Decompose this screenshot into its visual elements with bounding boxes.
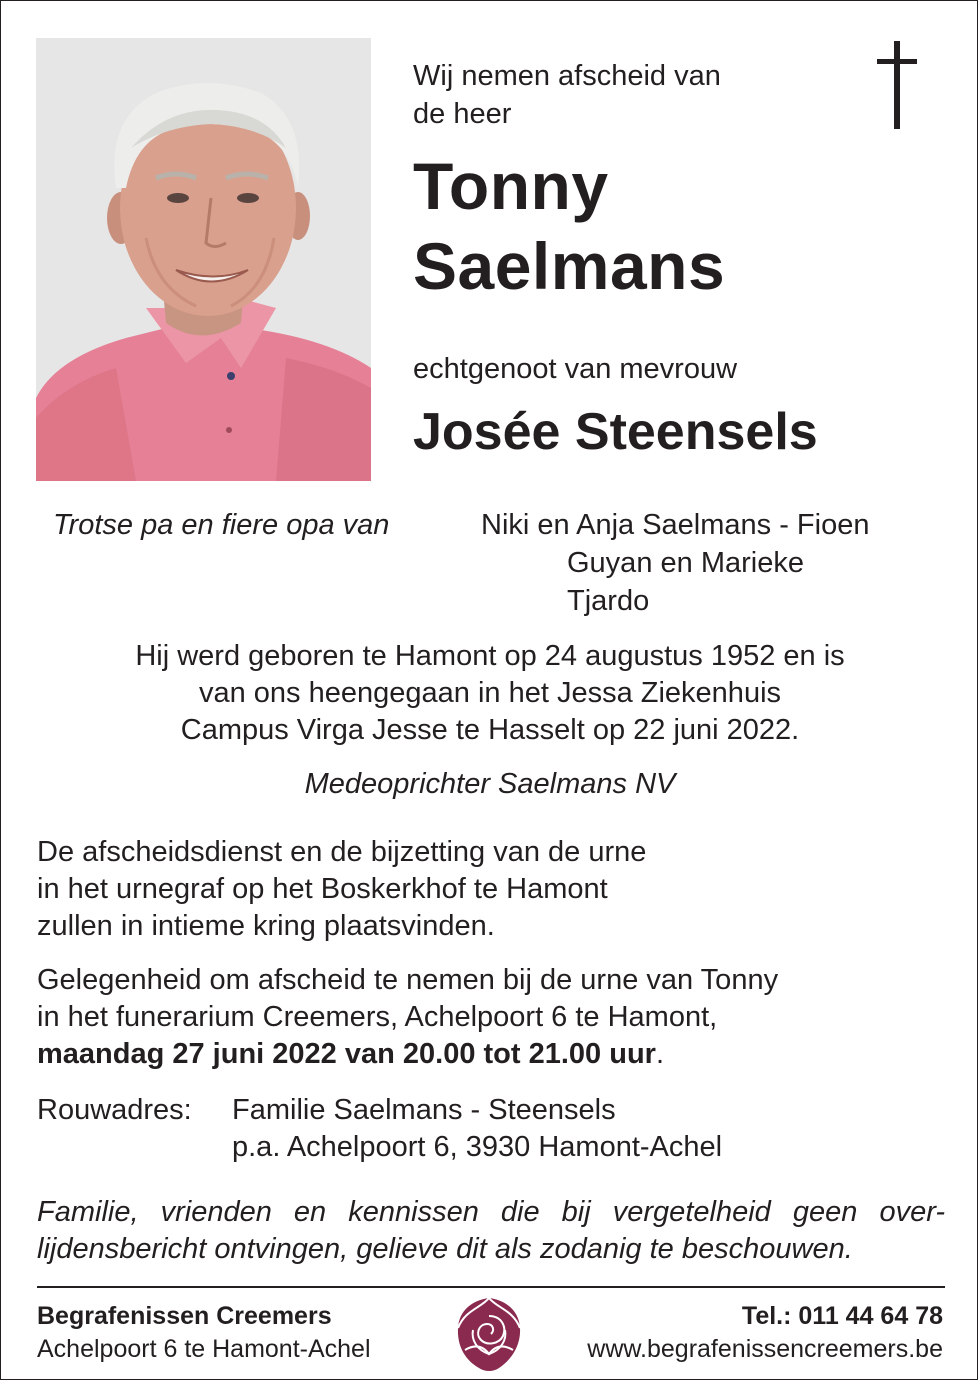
service-line-2: in het urnegraf op het Boskerkhof te Hamont (37, 873, 608, 905)
family-member: Guyan en Marieke (567, 547, 804, 579)
funeral-home-phone: Tel.: 011 44 64 78 (741, 1302, 943, 1330)
spouse-name: Josée Steensels (413, 403, 818, 461)
family-label: Trotse pa en fiere opa van (53, 509, 390, 541)
footer-divider (37, 1286, 945, 1288)
role-text: Medeoprichter Saelmans NV (304, 768, 676, 800)
birth-death-line-3: Campus Virga Jesse te Hasselt op 22 juni 2022. (180, 714, 800, 746)
notice-line-2: lijdensbericht ontvingen, gelieve dit als zodanig te beschouwen. (37, 1233, 853, 1265)
intro-line-2: de heer (413, 98, 512, 130)
farewell-date-bold: maandag 27 juni 2022 van 20.00 tot 21.00 uur (37, 1038, 656, 1070)
farewell-date-end: . (655, 1038, 665, 1070)
rose-logo-icon (453, 1294, 525, 1379)
funeral-home-website: www.begrafenissencreemers.be (587, 1335, 943, 1363)
intro-line-1: Wij nemen afscheid van (413, 60, 721, 92)
funeral-home-name: Begrafenissen Creemers (37, 1302, 332, 1330)
service-line-3: zullen in intieme kring plaatsvinden. (37, 910, 495, 942)
intro-text (413, 57, 721, 133)
birth-death-line-2: van ons heengegaan in het Jessa Ziekenhuis (198, 677, 782, 709)
portrait-illustration (36, 38, 371, 481)
address-line-1: Familie Saelmans - Steensels (232, 1094, 616, 1126)
cross-icon (874, 39, 920, 136)
family-member: Tjardo (567, 585, 650, 617)
address-label: Rouwadres: (37, 1094, 192, 1126)
farewell-line-1: Gelegenheid om afscheid te nemen bij de urne van Tonny (37, 964, 779, 996)
notice-line-1: Familie, vrienden en kennissen die bij vergetelheid geen over- (37, 1196, 945, 1228)
farewell-line-2: in het funerarium Creemers, Achelpoort 6 te Hamont, (37, 1001, 718, 1033)
deceased-first-name: Tonny (413, 149, 609, 223)
farewell-date (37, 1035, 664, 1073)
address-line-2: p.a. Achelpoort 6, 3930 Hamont-Achel (232, 1131, 723, 1163)
deceased-name (413, 146, 725, 306)
portrait-photo (36, 38, 371, 481)
deceased-last-name: Saelmans (413, 229, 726, 303)
spouse-intro: echtgenoot van mevrouw (413, 353, 738, 385)
funeral-home-address: Achelpoort 6 te Hamont-Achel (37, 1335, 371, 1363)
family-member: Niki en Anja Saelmans - Fioen (481, 509, 870, 541)
birth-death-line-1: Hij werd geboren te Hamont op 24 augustus 1952 en is (135, 640, 845, 672)
service-line-1: De afscheidsdienst en de bijzetting van de urne (37, 836, 647, 868)
